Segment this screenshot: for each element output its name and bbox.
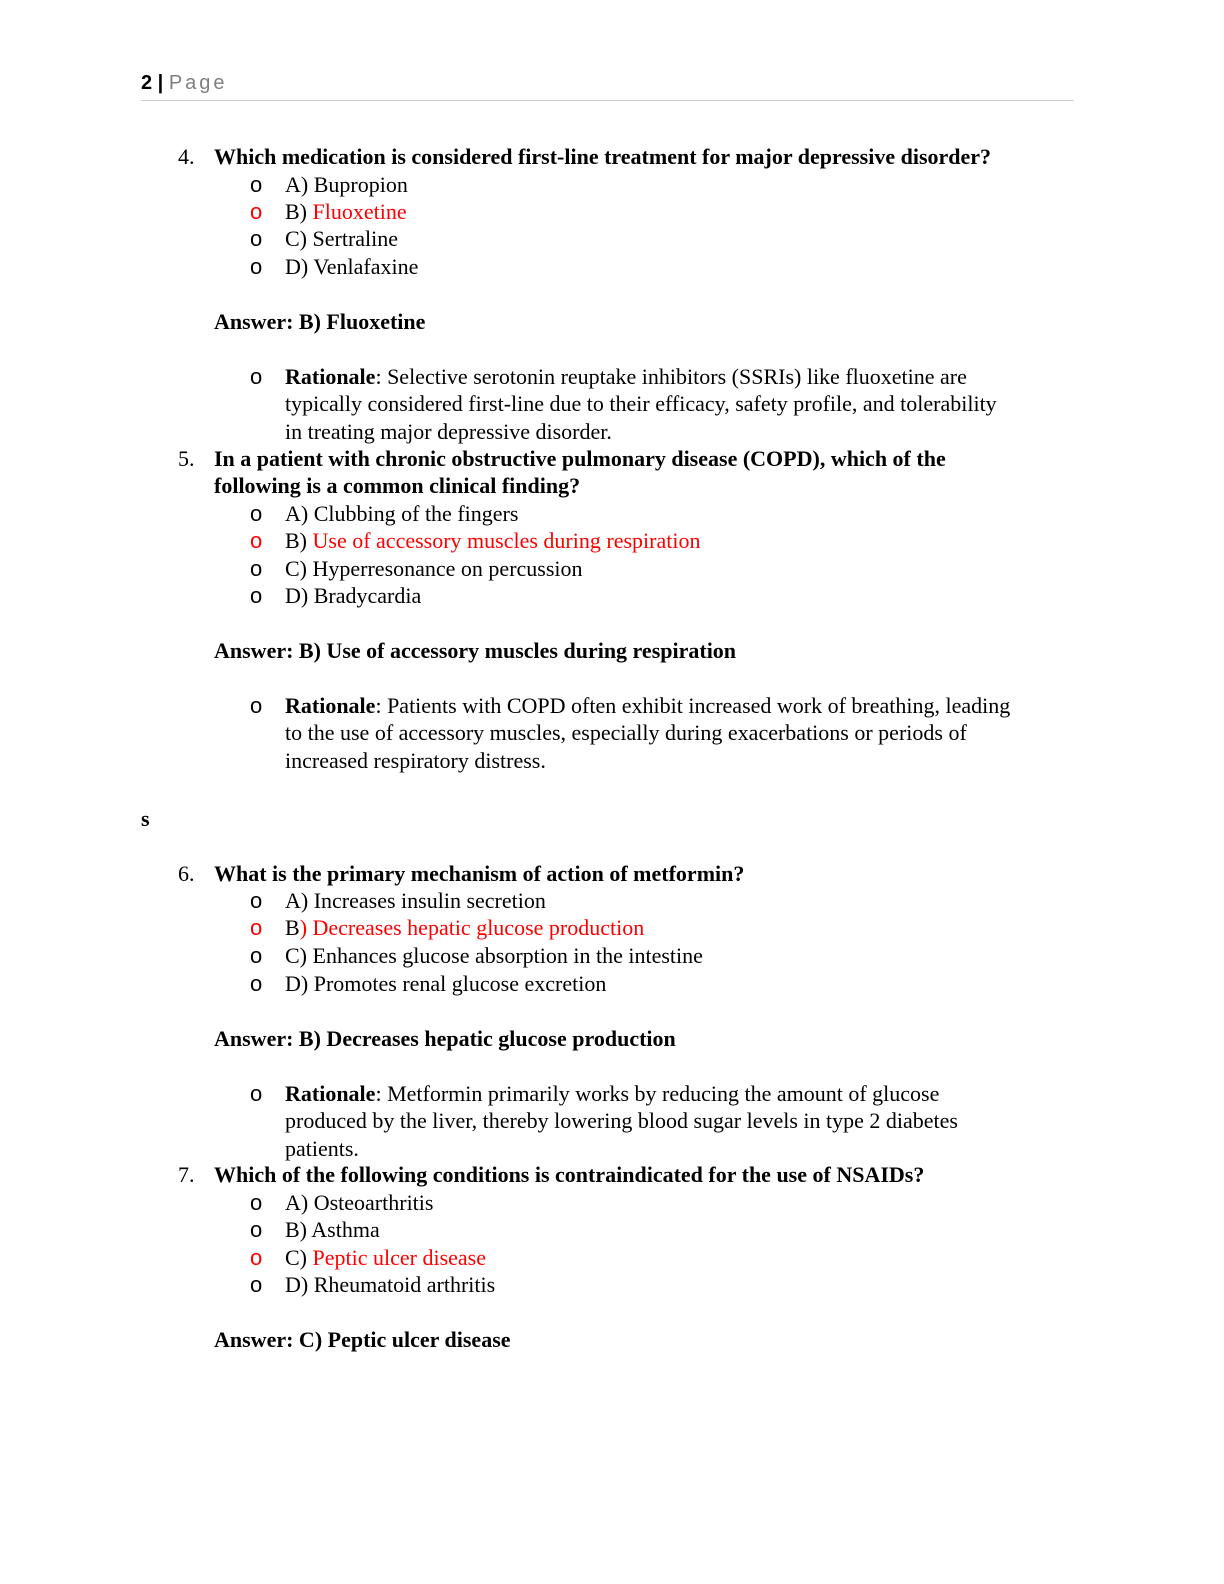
bullet-marker: o: [250, 1081, 263, 1106]
bullet-marker: o: [250, 1272, 263, 1297]
option-label: A): [285, 501, 314, 526]
option-text: Asthma: [311, 1217, 380, 1242]
option-text: Increases insulin secretion: [313, 888, 546, 913]
rationale-line: increased respiratory distress.: [285, 748, 546, 773]
bullet-marker: o: [250, 1190, 263, 1215]
answer-line: Answer: B) Fluoxetine: [214, 309, 426, 334]
option-label: A): [285, 172, 314, 197]
rationale-line: produced by the liver, thereby lowering blood sugar levels in type 2 diabetes: [285, 1108, 958, 1133]
rationale-line: to the use of accessory muscles, especially during exacerbations or periods of: [285, 720, 967, 745]
rationale-line: : Metformin primarily works by reducing the amount of glucose: [375, 1081, 940, 1106]
bullet-marker: o: [250, 888, 263, 913]
bullet-marker: o: [250, 943, 263, 968]
rationale-label: Rationale: [285, 693, 376, 718]
option-text: Enhances glucose absorption in the intestine: [312, 943, 703, 968]
page-header: [141, 72, 1074, 101]
option-text: Fluoxetine: [312, 199, 407, 224]
rationale-text: [285, 419, 612, 445]
option-text: Peptic ulcer disease: [312, 1245, 486, 1270]
rationale-line: typically considered first-line due to their efficacy, safety profile, and tolerability: [285, 391, 997, 416]
bullet-marker: o: [250, 971, 263, 996]
option-label: D): [285, 583, 314, 608]
answer-option: [285, 501, 518, 527]
option-text: Rheumatoid arthritis: [313, 1272, 496, 1297]
bullet-marker: o: [250, 254, 263, 279]
option-text: Promotes renal glucose excretion: [313, 971, 607, 996]
bullet-marker: o: [250, 172, 263, 197]
bullet-marker: o: [250, 1217, 263, 1242]
rationale-line: : Selective serotonin reuptake inhibitors (SSRIs) like fluoxetine are: [375, 364, 967, 389]
answer-option: [285, 583, 421, 609]
answer-line: Answer: C) Peptic ulcer disease: [214, 1327, 511, 1352]
option-label: C): [285, 943, 313, 968]
answer-option: [285, 556, 583, 582]
option-label: C): [285, 226, 313, 251]
answer-line: Answer: B) Use of accessory muscles during respiration: [214, 638, 737, 663]
bullet-marker: o: [250, 915, 263, 940]
answer-option: [285, 1272, 495, 1298]
bullet-marker: o: [250, 199, 263, 224]
answer-option: [285, 943, 703, 969]
bullet-marker: o: [250, 1245, 263, 1270]
answer-option: [285, 971, 606, 997]
option-text: Venlafaxine: [313, 254, 419, 279]
question-stem: Which medication is considered first-line treatment for major depressive disorder?: [214, 144, 992, 169]
question-number: 7.: [178, 1162, 195, 1187]
page-number: 2: [141, 72, 153, 94]
answer-option: [285, 1245, 486, 1271]
bullet-marker: o: [250, 693, 263, 718]
bullet-marker: o: [250, 364, 263, 389]
page-separator: |: [152, 72, 169, 94]
bullet-marker: o: [250, 583, 263, 608]
rationale-text: [285, 720, 967, 746]
option-label: D): [285, 254, 314, 279]
option-label: B): [285, 528, 313, 553]
rationale-line: : Patients with COPD often exhibit increased work of breathing, leading: [375, 693, 1011, 718]
bullet-marker: o: [250, 528, 263, 553]
question-number: 6.: [178, 861, 195, 886]
option-text: Use of accessory muscles during respiration: [312, 528, 701, 553]
bullet-marker: o: [250, 501, 263, 526]
stray-character: s: [141, 806, 150, 831]
bullet-marker: o: [250, 556, 263, 581]
option-label: A): [285, 1190, 314, 1215]
option-label: C): [285, 556, 313, 581]
option-text: Hyperresonance on percussion: [312, 556, 583, 581]
answer-option: [285, 915, 644, 941]
question-number: 5.: [178, 446, 195, 471]
option-text: Sertraline: [312, 226, 399, 251]
option-text: Clubbing of the fingers: [313, 501, 519, 526]
answer-option: [285, 1217, 380, 1243]
option-text: Bupropion: [313, 172, 408, 197]
rationale-label: Rationale: [285, 1081, 376, 1106]
option-text: Bradycardia: [313, 583, 422, 608]
option-text: ) Decreases hepatic glucose production: [299, 915, 645, 940]
question-stem: following is a common clinical finding?: [214, 473, 581, 498]
rationale-text: [285, 364, 967, 390]
rationale-text: [285, 693, 1010, 719]
option-text: Osteoarthritis: [313, 1190, 434, 1215]
answer-option: [285, 254, 418, 280]
question-stem: In a patient with chronic obstructive pulmonary disease (COPD), which of the: [214, 446, 946, 471]
answer-option: [285, 199, 407, 225]
rationale-text: [285, 748, 546, 774]
option-label: A): [285, 888, 314, 913]
rationale-text: [285, 1081, 939, 1107]
answer-line: Answer: B) Decreases hepatic glucose production: [214, 1026, 676, 1051]
option-label: D): [285, 971, 314, 996]
answer-option: [285, 1190, 433, 1216]
bullet-marker: o: [250, 226, 263, 251]
rationale-text: [285, 1136, 359, 1162]
question-stem: What is the primary mechanism of action of metformin?: [214, 861, 745, 886]
option-label: C): [285, 1245, 313, 1270]
question-stem: Which of the following conditions is contraindicated for the use of NSAIDs?: [214, 1162, 925, 1187]
option-label: D): [285, 1272, 314, 1297]
rationale-text: [285, 391, 997, 417]
question-number: 4.: [178, 144, 195, 169]
rationale-line: patients.: [285, 1136, 359, 1161]
option-label: B): [285, 1217, 312, 1242]
option-label: B): [285, 199, 313, 224]
answer-option: [285, 888, 546, 914]
answer-option: [285, 172, 408, 198]
answer-option: [285, 226, 398, 252]
page-word: Page: [168, 72, 228, 94]
rationale-line: in treating major depressive disorder.: [285, 419, 612, 444]
option-label: B: [285, 915, 300, 940]
answer-option: [285, 528, 700, 554]
rationale-text: [285, 1108, 958, 1134]
rationale-label: Rationale: [285, 364, 376, 389]
